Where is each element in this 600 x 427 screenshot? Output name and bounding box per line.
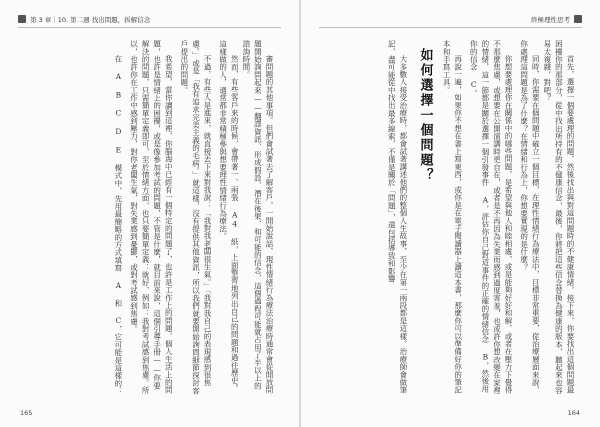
left-paragraph: 在 A B C D E 模式中，先用最簡略的方式填寫 A 和 C，它可能是這樣的： [113,55,123,395]
left-page [0,0,299,427]
left-running-header [18,12,150,26]
left-paragraph: 不過，有些人是進來，就直接丟下來對我說：「我對我老闆很生氣。」「我對我自己的表現感到很焦慮。」或是「我有追求完美主義的毛病。」就這樣，沒有提供其他資訊，所以我們就要開始詢問細節探討客戶提出的問題。 [179,40,213,395]
left-paragraph: 然而，有些客戶來的時候，會帶著一、兩張 A4 紙，上面整齊地列出自己的問題和過往歷史。這樣做的人，通常都非常積極參與想要理性情緒行為療法。 [218,40,240,393]
right-paragraph: 大多數人接受治療時，都會試著講述他們的整個人生故事，至少在第一兩段都是這樣，治療師會做筆記，盡可能從中找出最多線索，不僅是關於「問題」，還包括導致和影響 [387,40,408,394]
right-page-number: 164 [567,409,580,417]
right-header-rule [319,27,582,28]
right-header-text: 終極理性思考 [531,15,570,24]
left-paragraph: 審問題的其他事項。但們會試著去了解客戶，一開始說話，現性情緒行為療法治療時通常會從開放問題開始詢問起來——翻譯資訊、形成假設、潛在後果，和可能的信念，這個過程可能就占用了半以上的諮詢時間。 [241,40,274,394]
right-running-header [531,12,582,26]
right-body-text [325,40,576,397]
right-paragraph: 首先，選擇一個要處理的問題，然後找出與對這問題時的不健康情緒，接下來，你要找出這個問題最困擾你的那部分，從中找出所持有的不健康信念，最後，你將把這些信念替換為健康的版本，聽起來也容易太複雜，對吧？ [542,40,575,395]
right-paragraph: 同時，你需要在個問題中確立一個目標，在理性情緒行為療法中，目標非常重要，從治療層面來說，你處理這問題是為了什麼？在情緒和行為上，你想要實現的是什麼？ [519,40,541,394]
right-page [301,0,600,427]
left-header-rule [18,27,281,28]
chapter-marker-icon [18,15,26,23]
chapter-marker-icon [574,15,582,23]
left-paragraph: 我希望，當你讀到這裡，你腦海中已經有一個特定的問題了，也許是工作上的問題、個人生活上的問題，也許是情緒上的困擾，或是像參加考試的問題，不管是什麼，就目前來說，這個引導手冊——你要解決的問題，只需簡單定義即可，至於情緒方面，也只要簡單定義：就好，例如：我對考試感到焦慮。所以，也許你在工作中感到壓力，對你老闆生氣，對失業感到憂鬱，或對考試感到焦慮。 [129,40,174,395]
left-body-text [24,40,275,397]
right-paragraph: 再說一遍，如果你不想在書上寫東西，或你是在電子閱讀器上讀這本書，那麼你可以準備好你的筆記本和手寫工具。 [442,40,463,394]
left-header-text: 第 3 章｜10. 第二週 找出問題，拆解信念 [30,15,151,24]
right-paragraph: 你想要處理你在關係中的哪些問題，是希望與他人和睦相處，或是能夠好好和解，或者在壓力下覺得不那麼焦慮，或想要在公開演講時更自在，或者是不再因為失業而感到過度害羞，也或許你想改變在家裡的情緒，這一節都是關於選擇一個引發事件 A，評估你自己對這事件的正確的情緒信念 B，然後用你的信念 C。 [469,40,514,395]
left-page-number: 165 [20,409,33,417]
section-heading: 如何選擇一個問題？ [417,48,433,183]
